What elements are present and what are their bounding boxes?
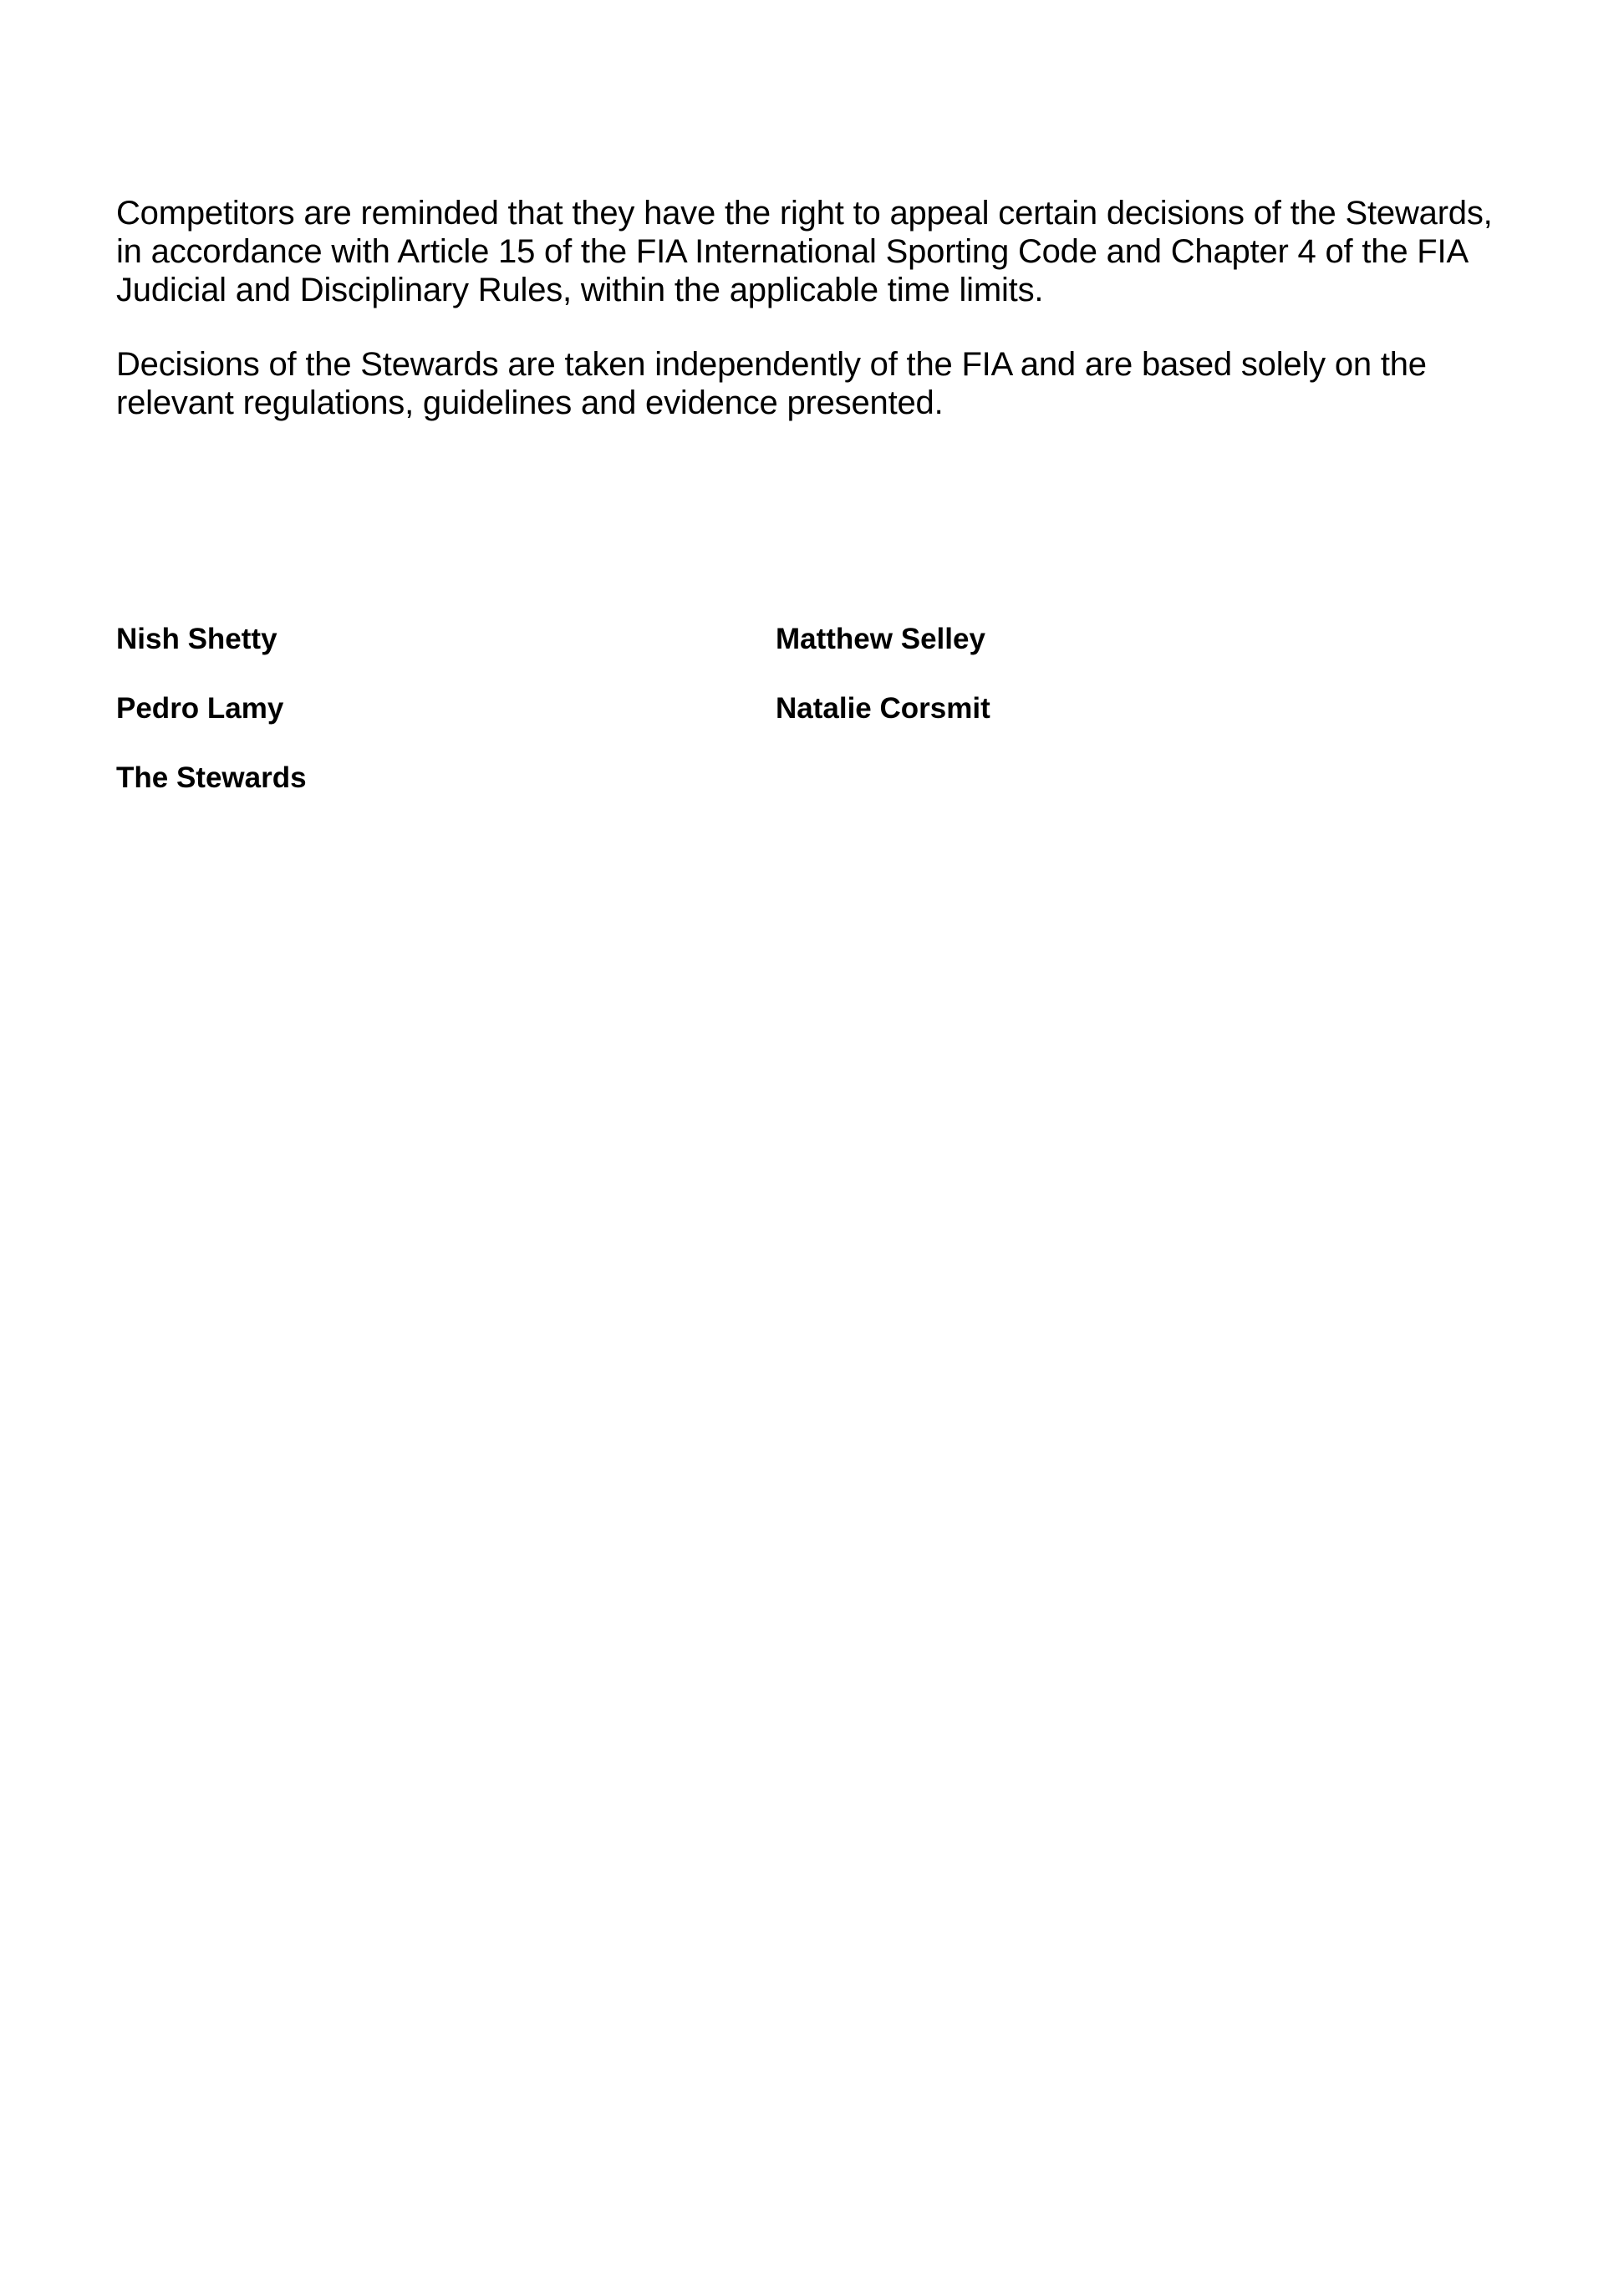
appeal-rights-paragraph: Competitors are reminded that they have the right to appeal certain decisions of the Stewards, in accordance with Article 15 of the FIA International Sporting Code and Chapter 4 of the FIA Judicial and Disciplinary Rules, within the applicable time limits. [116,195,1493,308]
signatory-name: Pedro Lamy [116,692,284,725]
signatory-name: Matthew Selley [776,623,985,655]
signatory-name: Natalie Corsmit [776,692,990,725]
independence-paragraph: Decisions of the Stewards are taken independently of the FIA and are based solely on the relevant regulations, guidelines and evidence presented. [116,346,1427,421]
signatory-name: Nish Shetty [116,623,277,655]
closing-signature: The Stewards [116,761,307,794]
